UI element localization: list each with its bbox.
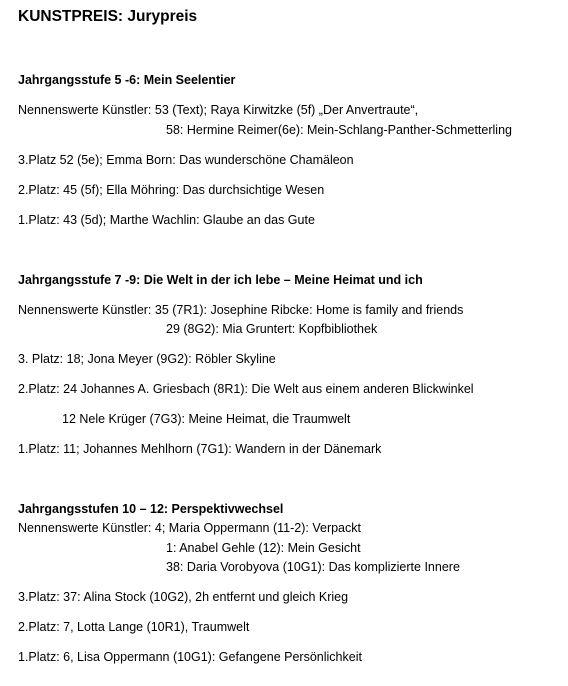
honorable-mention-line: 29 (8G2): Mia Gruntert: Kopfbibliothek [166, 322, 378, 336]
first-place-line: 1.Platz: 11; Johannes Mehlhorn (7G1): Wandern in der Dänemark [18, 442, 382, 456]
second-place-line: 2.Platz: 45 (5f); Ella Möhring: Das durchsichtige Wesen [18, 183, 325, 197]
honorable-mention-line: Nennenswerte Künstler: 4; Maria Oppermann (11-2): Verpackt [18, 521, 361, 535]
honorable-mention-line: Nennenswerte Künstler: 35 (7R1): Josephine Ribcke: Home is family and friends [18, 303, 464, 317]
second-place-line: 2.Platz: 24 Johannes A. Griesbach (8R1): Die Welt aus einem anderen Blickwinkel [18, 382, 474, 396]
third-place-line: 3.Platz 52 (5e); Emma Born: Das wunderschöne Chamäleon [18, 153, 354, 167]
third-place-line: 3. Platz: 18; Jona Meyer (9G2): Röbler Skyline [18, 352, 276, 366]
document-title: KUNSTPREIS: Jurypreis [18, 8, 198, 25]
first-place-line: 1.Platz: 43 (5d); Marthe Wachlin: Glaube an das Gute [18, 213, 315, 227]
second-place-line: 12 Nele Krüger (7G3): Meine Heimat, die Traumwelt [62, 412, 351, 426]
section-heading: Jahrgangsstufe 7 -9: Die Welt in der ich lebe – Meine Heimat und ich [18, 273, 423, 287]
section-heading: Jahrgangsstufen 10 – 12: Perspektivwechsel [18, 502, 284, 516]
section-heading: Jahrgangsstufe 5 -6: Mein Seelentier [18, 73, 236, 87]
third-place-line: 3.Platz: 37: Alina Stock (10G2), 2h entfernt und gleich Krieg [18, 590, 349, 604]
first-place-line: 1.Platz: 6, Lisa Oppermann (10G1): Gefangene Persönlichkeit [18, 650, 362, 664]
honorable-mention-line: Nennenswerte Künstler: 53 (Text); Raya Kirwitzke (5f) „Der Anvertraute“, [18, 103, 419, 117]
honorable-mention-line: 38: Daria Vorobyova (10G1): Das komplizierte Innere [166, 560, 460, 574]
second-place-line: 2.Platz: 7, Lotta Lange (10R1), Traumwelt [18, 620, 250, 634]
honorable-mention-line: 1: Anabel Gehle (12): Mein Gesicht [166, 541, 361, 555]
honorable-mention-line: 58: Hermine Reimer(6e): Mein-Schlang-Panther-Schmetterling [166, 123, 512, 137]
